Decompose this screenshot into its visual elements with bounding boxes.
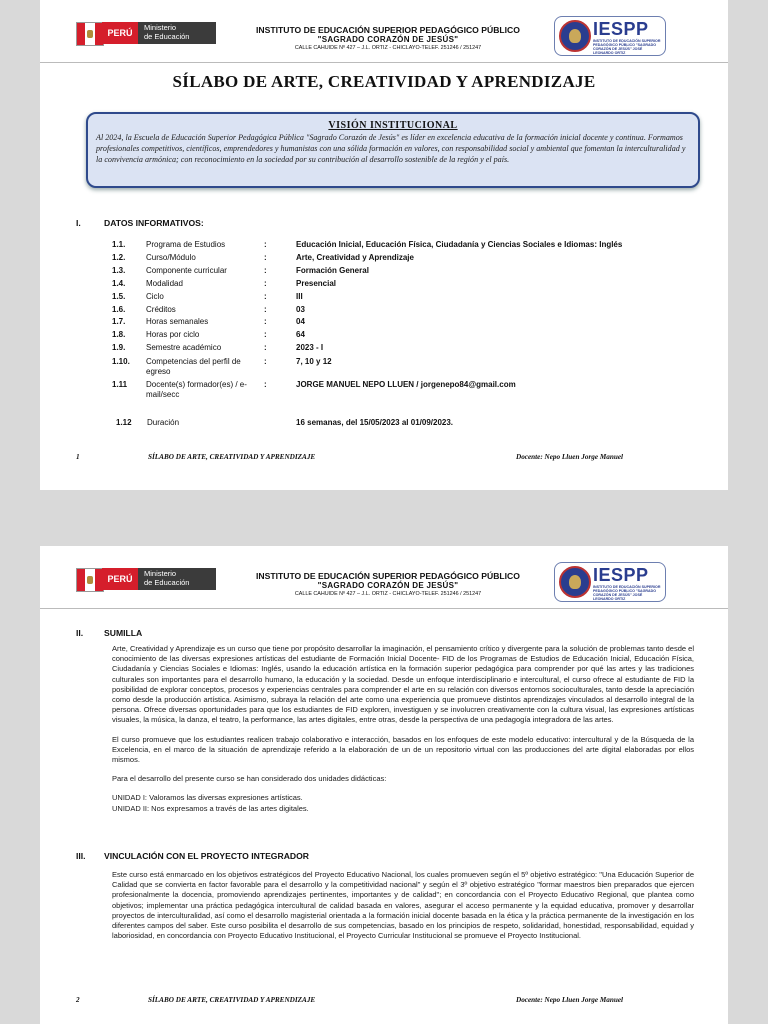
document-page-2: PERÚ Ministerio de Educación INSTITUTO DE EDUCACIÓN SUPERIOR PEDAGÓGICO PÚBLICO "SAGRADO CORAZÓN DE JESÚS" CALLE CAHUIDE Nº 427 – J.L. ORTIZ - CHICLAYO-TELEF. 251246 / 251247 IESPP INSTITUTO DE EDUCACIÓN SUPERIOR PEDAGÓGICO PÚBLICO "SAGRADO CORAZÓN DE JESÚS" JOSÉ LEONARDO ORTIZ II. SUMILLA Arte, Creatividad y Aprendizaje es un curso que tiene por propósito desarrollar la imaginación, el pensamiento crítico y divergente para la solución de problemas tanto desde el conocimiento de las diversas expresiones artísticas del estudiante de Formación Inicial Docente- FID de los Programas de Estudios de Educación Inicial, Educación Física, Ciudadanía y Ciencias Sociales e Idiomas: Inglés, usando la educación artística en la formación superior pedagógica para comprender por qué las artes y las tradiciones culturales son importantes para el desarrollo humano, la educación y la sociedad. Desde un enfoque interdisciplinario e intercultural, el curso ofrece al estudiante de FID la posibilidad de explorar conceptos, procesos y experiencias centrales para comprender el arte en su relación con diversos entornos socioculturales, tanto desde la apreciación como desde la producción artística. Asimismo, subraya la relación del arte como una experiencia que promueve distintos aprendizajes vinculados al desarrollo integral de la persona. Ofrece diversas oportunidades para que los estudiantes de FID exploren, investiguen y se involucren creativamente con la cultura visual, las expresiones artísticas visuales, la música, la danza, el teatro, la performance, las artes digitales, entre otras, desde la perspectiva de una pedagogía integradora de las artes. El curso promueve que los estudiantes realicen trabajo colaborativo e interacción, basados en los enfoques de este modelo educativo: intercultural y de la Búsqueda de la Excelencia, en el marco de la situación de aprendizaje referido a la elaboración de un de un repositorio virtual con las producciones del arte digital elaboradas por ellos mismos. Para el desarrollo del presente curso se han considerado dos unidades didácticas: UNIDAD I: Valoramos las diversas expresiones artísticas. UNIDAD II: Nos expresamos a través de las artes digitales. III. VINCULACIÓN CON EL PROYECTO INTEGRADOR Este curso está enmarcado en los objetivos estratégicos del Proyecto Educativo Nacional, los cuales promueven según el 5º objetivo estratégico: "Una Educación Superior de Calidad que se convierta en factor favorable para el desarrollo y la competitividad nacional" y según el 3º objetivo estratégico "formar maestros bien preparados que ejercen profesionalmente la docencia, promoviendo aprendizajes pertinentes, importantes y de calidad"; en concordancia con el Proyecto Educativo Regional, que plantea como objetivos; implementar una práctica pedagógica intercultural de calidad basada en valores, asegurar el acceso permanente y la equidad educativa, promover y desarrollar proyectos de interculturalidad, así como el desarrollo magisterial orientada a la formación inicial docente basada en la ética y la práctica permanente de la investigación en los diferentes campos del saber. Este curso posibilita el desarrollo de sus competencias, basado en los principios de respeto, solidaridad, honestidad, responsabilidad, equidad y laboriosidad, en concordancia con Proyecto Educativo Institucional, el Proyecto Curricular Institucional se promueve el Proyecto Institucional. 2 SÍLABO DE ARTE, CREATIVIDAD Y APRENDIZAJE Docente: Nepo Lluen Jorge Manuel xyxy=(40,546,728,1024)
institute-name: INSTITUTO DE EDUCACIÓN SUPERIOR PEDAGÓGICO PÚBLICO "SAGRADO CORAZÓN DE JESÚS" CALLE CAHUIDE Nº 427 – J.L. ORTIZ - CHICLAYO-TELEF. 251246 / 251247 xyxy=(240,26,536,53)
paragraph: Arte, Creatividad y Aprendizaje es un curso que tiene por propósito desarrollar la imaginación, el pensamiento crítico y divergente para la solución de problemas tanto desde el conocimiento de las diversas expresiones artísticas del estudiante de Formación Inicial Docente- FID de los Programas de Estudios de Educación Inicial, Educación Física, Ciudadanía y Ciencias Sociales e Idiomas: Inglés, usando la educación artística en la formación superior pedagógica para comprender por qué las artes y las tradiciones culturales son importantes para el desarrollo humano, la educación y la sociedad. Desde un enfoque interdisciplinario e intercultural, el curso ofrece al estudiante de FID la posibilidad de explorar conceptos, procesos y experiencias centrales para comprender el arte en su relación con diversos entornos socioculturales, tanto desde la apreciación como desde la producción artística. Asimismo, subraya la relación del arte como una experiencia que promueve distintos aprendizajes vinculados al desarrollo integral de la persona. Ofrece diversas oportunidades para que los estudiantes de FID exploren, investiguen y se involucren creativamente con la cultura visual, las expresiones artísticas visuales, la música, la danza, el teatro, la performance, las artes digitales, entre otras, desde la perspectiva de una pedagogía integradora de las artes. xyxy=(112,644,694,725)
country-label: PERÚ xyxy=(102,568,138,590)
page-header xyxy=(40,0,728,63)
vision-box xyxy=(86,112,700,188)
country-label: PERÚ xyxy=(102,22,138,44)
peru-coat-of-arms-icon xyxy=(76,22,104,46)
peru-coat-of-arms-icon xyxy=(76,568,104,592)
page-number: 1 xyxy=(76,453,80,461)
sacred-heart-emblem-icon xyxy=(559,566,591,598)
institute-name: INSTITUTO DE EDUCACIÓN SUPERIOR PEDAGÓGICO PÚBLICO "SAGRADO CORAZÓN DE JESÚS" CALLE CAHUIDE Nº 427 – J.L. ORTIZ - CHICLAYO-TELEF. 251246 / 251247 xyxy=(240,572,536,599)
unit-item: UNIDAD II: Nos expresamos a través de las artes digitales. xyxy=(112,803,309,813)
document-page-1: PERÚ Ministerio de Educación INSTITUTO DE EDUCACIÓN SUPERIOR PEDAGÓGICO PÚBLICO "SAGRADO CORAZÓN DE JESÚS" CALLE CAHUIDE Nº 427 – J.L. ORTIZ - CHICLAYO-TELEF. 251246 / 251247 IESPP INSTITUTO DE EDUCACIÓN SUPERIOR PEDAGÓGICO PÚBLICO "SAGRADO CORAZÓN DE JESÚS" JOSÉ LEONARDO ORTIZ SÍLABO DE ARTE, CREATIVIDAD Y APRENDIZAJE VISIÓN INSTITUCIONAL Al 2024, la Escuela de Educación Superior Pedagógica Pública "Sagrado Corazón de Jesús" es líder en excelencia educativa de la formación inicial docente y continua. Formamos profesionales competitivos, científicos, emprendedores y humanistas con una sólida formación en valores, con responsabilidad social y ambiental que fomentan la interculturalidad y la convivencia armónica; con reconocimiento en la sociedad por su contribución al desarrollo sostenible de la región y el país. I. DATOS INFORMATIVOS: 1.1. Programa de Estudios : Educación Inicial, Educación Física, Ciudadanía y Ciencias Sociales e Idiomas: Inglés 1.2. Curso/Módulo : Arte, Creatividad y Aprendizaje 1.3. Componente curricular : Formación General 1.4. Modalidad : Presencial 1.5. Ciclo : III 1.6. Créditos : 03 1.7. Horas semanales : 04 1.8. Horas por ciclo : 64 1.9. Semestre académico : 2023 - I 1.10. Competencias del perfil de egreso : 7, 10 y 12 1.11 Docente(s) formador(es) / e-mail/secc : JORGE MANUEL NEPO LLUEN / jorgenepo84@gmail.com 1.12 Duración 16 semanas, del 15/05/2023 al 01/09/2023. 1 SÍLABO DE ARTE, CREATIVIDAD Y APRENDIZAJE Docente: Nepo Lluen Jorge Manuel xyxy=(40,0,728,490)
vinculacion-body xyxy=(112,870,694,950)
unit-item: UNIDAD I: Valoramos las diversas expresiones artísticas. xyxy=(112,793,303,803)
vision-heading: VISIÓN INSTITUCIONAL xyxy=(328,120,458,131)
paragraph: Para el desarrollo del presente curso se han considerado dos unidades didácticas: xyxy=(112,774,387,784)
paragraph: El curso promueve que los estudiantes realicen trabajo colaborativo e interacción, basados en los enfoques de este modelo educativo: intercultural y de la Búsqueda de la Excelencia, en el marco de la situación de aprendizaje referido a la elaboración de un de un repositorio virtual con las producciones del arte digital elaboradas por ellos mismos. xyxy=(112,734,694,765)
section-heading-sumilla: II. SUMILLA xyxy=(76,628,143,638)
page-number: 2 xyxy=(76,996,80,1004)
document-title: SÍLABO DE ARTE, CREATIVIDAD Y APRENDIZAJE xyxy=(172,72,596,91)
section-heading-vinculacion: III. VINCULACIÓN CON EL PROYECTO INTEGRADOR xyxy=(76,851,309,861)
page-header xyxy=(40,546,728,609)
iespp-logo: IESPP INSTITUTO DE EDUCACIÓN SUPERIOR PEDAGÓGICO PÚBLICO "SAGRADO CORAZÓN DE JESÚS" JOSÉ LEONARDO ORTIZ xyxy=(554,16,666,56)
ministry-label: Ministerio de Educación xyxy=(138,568,216,590)
sumilla-body xyxy=(112,644,694,814)
vision-text: Al 2024, la Escuela de Educación Superior Pedagógica Pública "Sagrado Corazón de Jesús" es líder en excelencia educativa de la formación inicial docente y continua. Formamos profesionales competitivos, científicos, emprendedores y humanistas con una sólida formación en valores, con responsabilidad social y ambiental que fomentan la interculturalidad y la convivencia armónica; con reconocimiento en la sociedad por su contribución al desarrollo sostenible de la región y el país. xyxy=(96,133,686,164)
institute-address: CALLE CAHUIDE Nº 427 – J.L. ORTIZ - CHICLAYO-TELEF. 251246 / 251247 xyxy=(294,45,482,51)
ministry-label: Ministerio de Educación xyxy=(138,22,216,44)
paragraph: Este curso está enmarcado en los objetivos estratégicos del Proyecto Educativo Nacional, los cuales promueven según el 5º objetivo estratégico: "Una Educación Superior de Calidad que se convierta en factor favorable para el desarrollo y la competitividad nacional" y según el 3º objetivo estratégico "formar maestros bien preparados que ejercen profesionalmente la docencia, promoviendo aprendizajes pertinentes, importantes y de calidad"; en concordancia con el Proyecto Educativo Regional, que plantea como objetivos; implementar una práctica pedagógica intercultural de calidad basada en valores, asegurar el acceso permanente y la equidad educativa, promover y desarrollar proyectos de interculturalidad, así como el desarrollo magisterial orientada a la formación inicial docente basada en la ética y la práctica permanente de la investigación en los diferentes campos del saber. Este curso posibilita el desarrollo de sus competencias, basado en los principios de respeto, solidaridad, honestidad, responsabilidad, equidad y laboriosidad, en concordancia con Proyecto Educativo Institucional, el Proyecto Curricular Institucional se promueve el Proyecto Institucional. xyxy=(112,870,694,941)
sacred-heart-emblem-icon xyxy=(559,20,591,52)
iespp-logo: IESPP INSTITUTO DE EDUCACIÓN SUPERIOR PEDAGÓGICO PÚBLICO "SAGRADO CORAZÓN DE JESÚS" JOSÉ LEONARDO ORTIZ xyxy=(554,562,666,602)
section-heading-datos: I. DATOS INFORMATIVOS: xyxy=(76,218,204,228)
institute-address: CALLE CAHUIDE Nº 427 – J.L. ORTIZ - CHICLAYO-TELEF. 251246 / 251247 xyxy=(294,591,482,597)
